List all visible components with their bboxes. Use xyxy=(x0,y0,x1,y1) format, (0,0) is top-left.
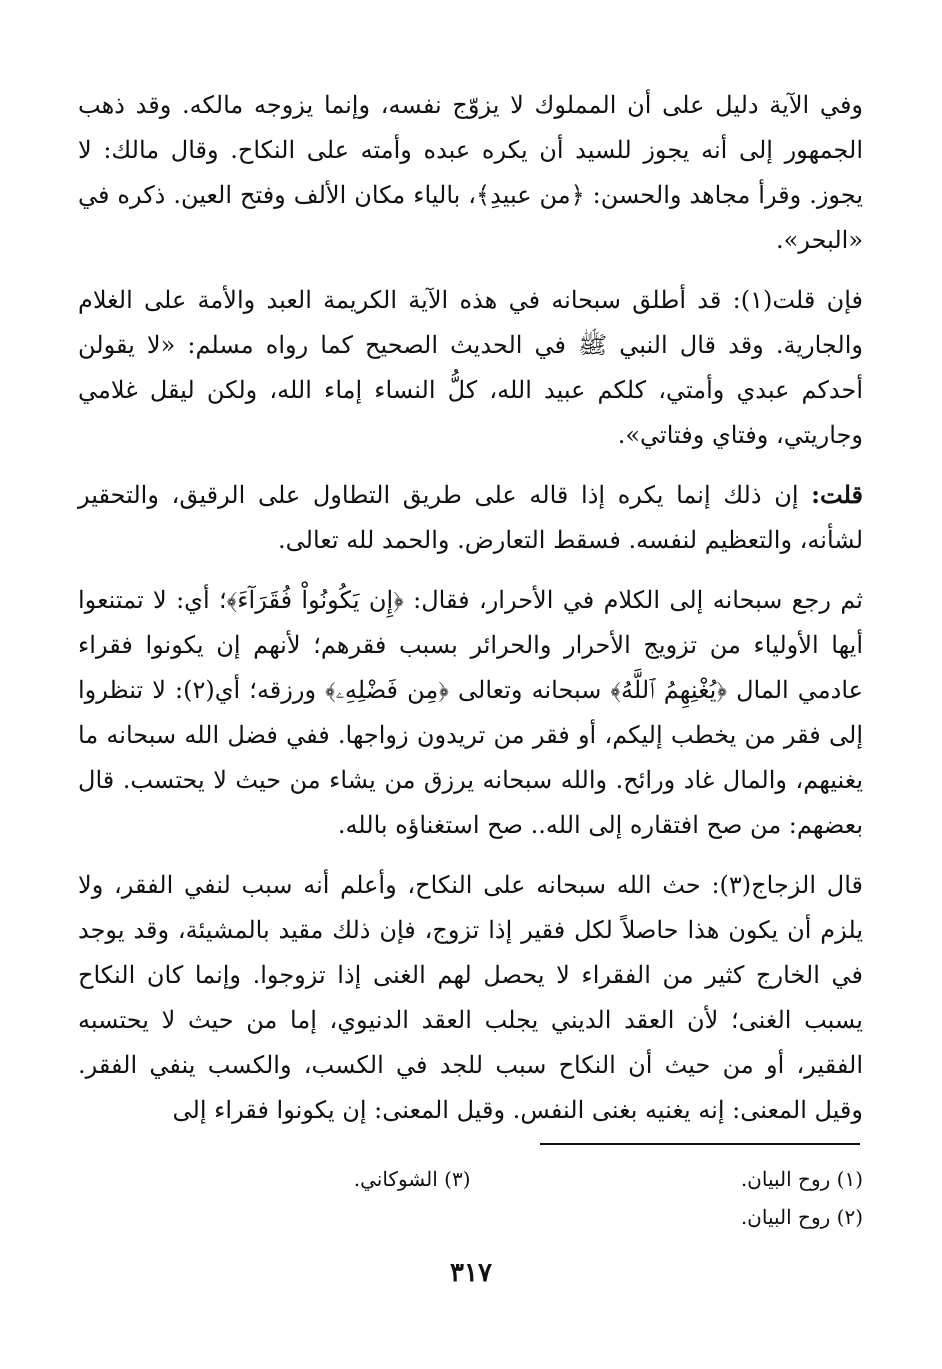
paragraph-lead: قلت: xyxy=(811,480,863,509)
paragraph-4 xyxy=(78,577,863,848)
main-text xyxy=(78,82,863,1147)
footnotes xyxy=(78,1160,863,1236)
page-number: ٣١٧ xyxy=(450,1258,492,1288)
footnote-2: (٢) روح البيان. xyxy=(740,1205,863,1229)
paragraph-text: ثم رجع سبحانه إلى الكلام في الأحرار، فقال: ﴿إِن يَكُونُواْ فُقَرَآءَ﴾؛ أي: لا تمتنعوا أيها الأولياء من تزويج الأحرار والحرائر بسبب فقرهم؛ لأنهم إن يكونوا فقراء عادمي المال ﴿يُغْنِهِمُ ٱللَّهُ﴾ سبحانه وتعالى ﴿مِن فَضْلِهِۦ﴾ ورزقه؛ أي(٢): لا تنظروا إلى فقر من يخطب إليكم، أو فقر من تريدون زواجها. ففي فضل الله سبحانه ما يغنيهم، والمال غاد ورائح. والله سبحانه يرزق من يشاء من حيث لا يحتسب. قال بعضهم: من صح افتقاره إلى الله.. صح استغناؤه بالله. xyxy=(78,586,863,839)
footnote-row xyxy=(78,1198,863,1236)
footnote-1: (١) روح البيان. xyxy=(740,1167,863,1191)
footnote-3: (٣) الشوكاني. xyxy=(353,1167,471,1191)
paragraph-5 xyxy=(78,862,863,1133)
paragraph-1 xyxy=(78,82,863,263)
paragraph-text: وفي الآية دليل على أن المملوك لا يزوّج نفسه، وإنما يزوجه مالكه. وقد ذهب الجمهور إلى أنه يجوز للسيد أن يكره عبده وأمته على النكاح. وقال مالك: لا يجوز. وقرأ مجاهد والحسن: ﴿من عبيدِ﴾، بالياء مكان الألف وفتح العين. ذكره في «البحر». xyxy=(78,91,864,254)
paragraph-text: إن ذلك إنما يكره إذا قاله على طريق التطاول على الرقيق، والتحقير لشأنه، والتعظيم لنفسه. فسقط التعارض. والحمد لله تعالى. xyxy=(78,481,863,554)
paragraph-3 xyxy=(78,472,863,563)
footnote-divider xyxy=(540,1143,860,1145)
paragraph-text: قال الزجاج(٣): حث الله سبحانه على النكاح، وأعلم أنه سبب لنفي الفقر، ولا يلزم أن يكون هذا حاصلاً لكل فقير إذا تزوج، فإن ذلك مقيد بالمشيئة، وقد يوجد في الخارج كثير من الفقراء لا يحصل لهم الغنى إذا تزوجوا. وإنما كان النكاح يسبب الغنى؛ لأن العقد الديني يجلب العقد الدنيوي، إما من حيث لا يحتسبه الفقير، أو من حيث أن النكاح سبب للجد في الكسب، والكسب ينفي الفقر. وقيل المعنى: إنه يغنيه بغنى النفس. وقيل المعنى: إن يكونوا فقراء إلى xyxy=(78,871,864,1124)
paragraph-text: فإن قلت(١): قد أطلق سبحانه في هذه الآية الكريمة العبد والأمة على الغلام والجارية. وقد قال النبي ﷺ في الحديث الصحيح كما رواه مسلم: «لا يقولن أحدكم عبدي وأمتي، كلكم عبيد الله، كلُّ النساء إماء الله، ولكن ليقل غلامي وجاريتي، وفتاي وفتاتي». xyxy=(78,286,863,449)
paragraph-2 xyxy=(78,277,863,458)
footnote-row xyxy=(78,1160,863,1198)
